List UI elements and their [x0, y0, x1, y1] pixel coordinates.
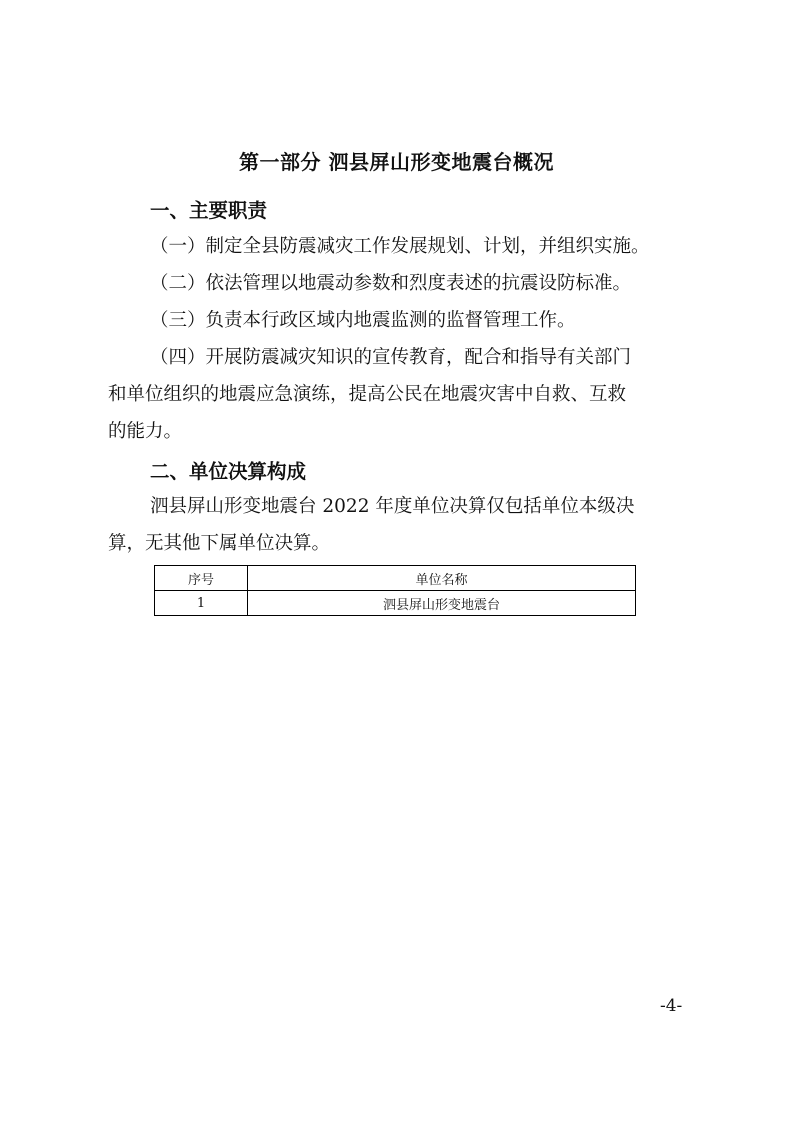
- page-title: 第一部分 泗县屏山形变地震台概况: [239, 150, 554, 174]
- duty-item-4-end: 的能力。: [108, 421, 183, 442]
- unit-table: [154, 565, 636, 616]
- table-header-row: [155, 566, 636, 591]
- page-number: -4-: [660, 996, 683, 1016]
- composition-text-cont: 算，无其他下属单位决算。: [108, 533, 331, 554]
- section-heading-duties: 一、主要职责: [150, 199, 268, 222]
- table-row: [155, 591, 636, 616]
- column-header-index: 序号: [155, 566, 248, 591]
- duty-item-4-cont: 和单位组织的地震应急演练，提高公民在地震灾害中自救、互救: [108, 384, 627, 405]
- duty-item-2: （二）依法管理以地震动参数和烈度表述的抗震设防标准。: [150, 273, 632, 294]
- composition-text: 泗县屏山形变地震台 2022 年度单位决算仅包括单位本级决: [150, 496, 635, 517]
- duty-item-1: （一）制定全县防震减灾工作发展规划、计划，并组织实施。: [150, 236, 650, 257]
- table-cell-index: 1: [155, 591, 248, 616]
- section-heading-composition: 二、单位决算构成: [150, 460, 307, 483]
- table-cell-unit-name: 泗县屏山形变地震台: [248, 591, 636, 616]
- duty-item-3: （三）负责本行政区域内地震监测的监督管理工作。: [150, 310, 576, 331]
- duty-item-4: （四）开展防震减灾知识的宣传教育，配合和指导有关部门: [150, 347, 632, 368]
- column-header-unit-name: 单位名称: [248, 566, 636, 591]
